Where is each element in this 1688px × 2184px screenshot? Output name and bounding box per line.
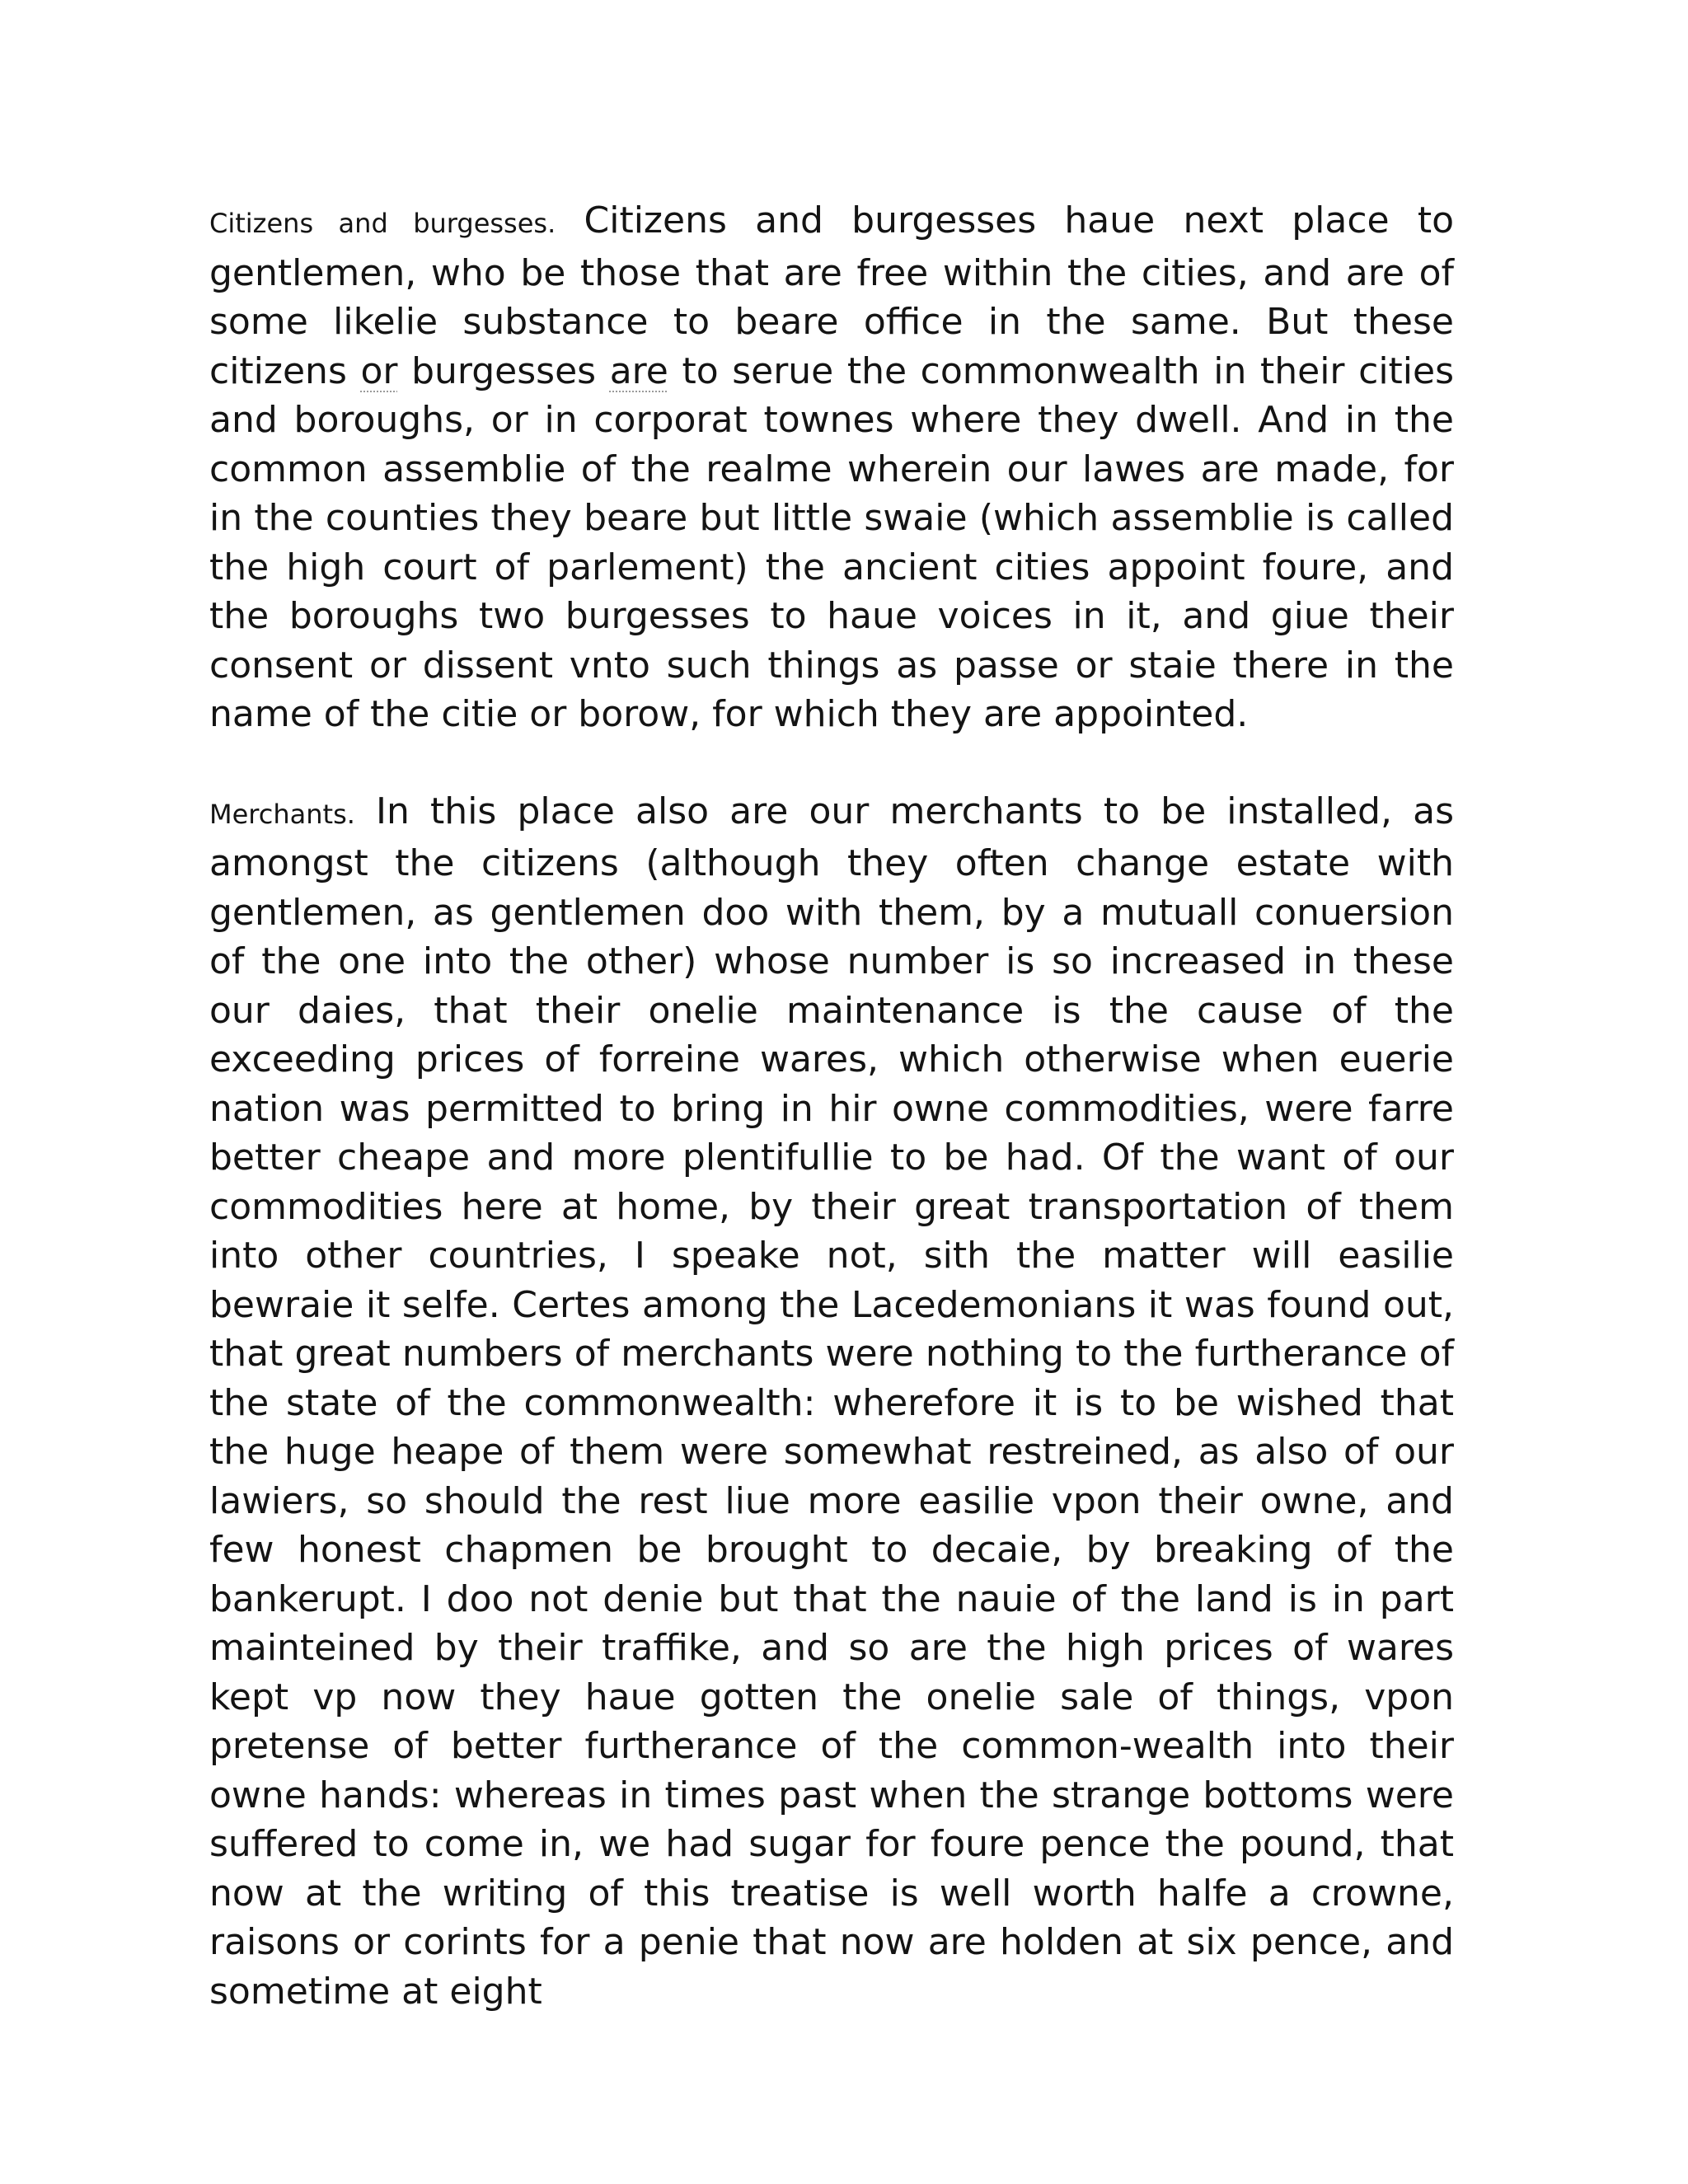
paragraph-text: In this place also are our merchants to be installed, as amongst the citizens (although they often change estate with gentlemen, as gentlemen doo with them, by a mutuall conuersion of the one into the other) whose number is so increased in these our daies, that their onelie maintenance is the cause of the exceeding prices of forreine wares, which otherwise when euerie nation was permitted to bring in hir owne commodities, were farre better cheape and more plentifullie to be had. Of the want of our commodities here at home, by their great transportation of them into other countries, I speake not, sith the matter will easilie bewraie it selfe. Certes among the Lacedemonians it was found out, that great numbers of merchants were nothing to the furtherance of the state of the commonwealth: wherefore it is to be wished that the huge heape of them were somewhat restreined, as also of our lawiers, so should the rest liue more easilie vpon their owne, and few honest chapmen be brought to decaie, by breaking of the bankerupt. I doo not denie but that the nauie of the land is in part mainteined by their traffike, and so are the high prices of wares kept vp now they haue gotten the onelie sale of things, vpon pretense of better furtherance of the common-wealth into their owne hands: whereas in times past when the strange bottoms were suffered to come in, we had sugar for foure pence the pound, that now at the writing of this treatise is well worth halfe a crowne, raisons or corints for a penie that now are holden at six pence, and sometime at eight [209,790,1454,2013]
marked-word: are [609,349,668,392]
paragraph-text: Citizens and burgesses haue next place to gentlemen, who be those that are free within the cities, and are of some likelie substance to beare office in the same. But these citizens [209,199,1454,392]
paragraph-text: to serue the commonwealth in their cities and boroughs, or in corporat townes where they dwell. And in the common assemblie of the realme wherein our lawes are made, for in the counties they beare but little swaie (which assemblie is called the high court of parlement) the ancient cities appoint foure, and the boroughs two burgesses to haue voices in it, and giue their consent or dissent vnto such things as passe or staie there in the name of the citie or borow, for which they are appointed. [209,349,1455,735]
paragraph-citizens-and-burgesses [209,196,1454,739]
paragraph-merchants [209,787,1454,2017]
side-note-citizens: Citizens and burgesses. [209,208,556,239]
document-page [209,196,1454,2016]
side-note-merchants: Merchants. [209,798,355,830]
paragraph-text: burgesses [397,349,610,392]
marked-word: or [360,349,398,392]
